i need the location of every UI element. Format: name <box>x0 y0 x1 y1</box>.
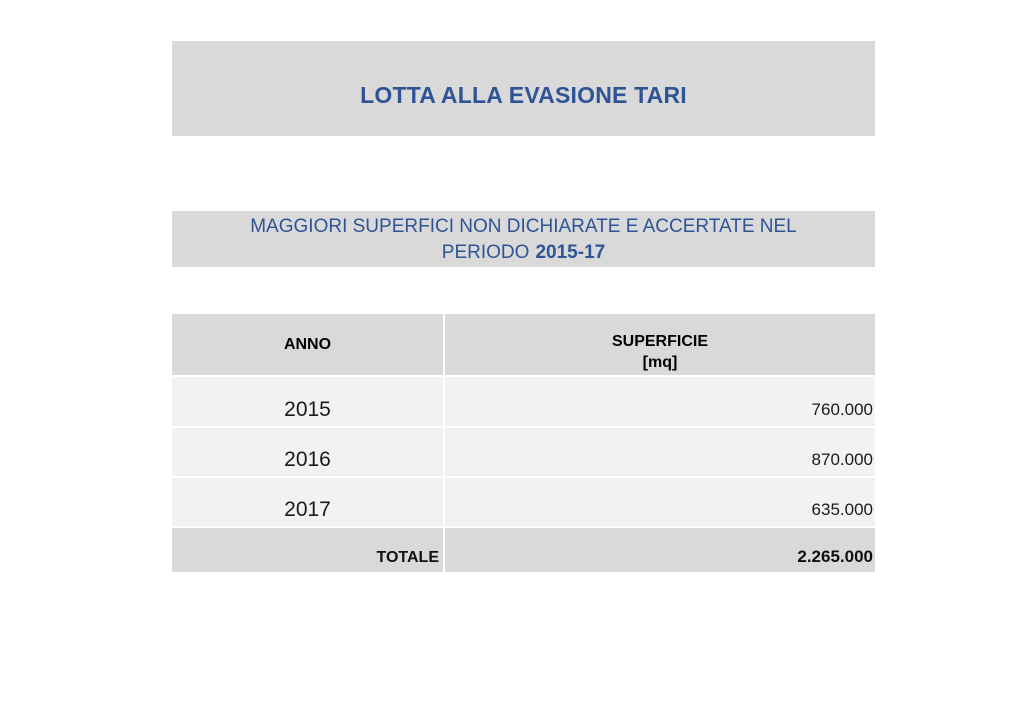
title-banner <box>172 41 875 136</box>
subtitle-period: 2015-17 <box>535 242 606 263</box>
value-cell-2015: 760.000 <box>445 377 875 426</box>
value-cell-2017: 635.000 <box>445 478 875 526</box>
total-value-cell: 2.265.000 <box>445 528 875 572</box>
page-title: LOTTA ALLA EVASIONE TARI <box>360 82 687 108</box>
year-cell-2016: 2016 <box>172 428 443 476</box>
year-cell-2015: 2015 <box>172 377 443 426</box>
total-label-cell: TOTALE <box>172 528 443 572</box>
year-cell-2017: 2017 <box>172 478 443 526</box>
table-header-superficie-line2: [mq] <box>642 354 678 371</box>
table-header-anno: ANNO <box>172 314 443 375</box>
subtitle-banner <box>172 211 875 267</box>
value-cell-2016: 870.000 <box>445 428 875 476</box>
subtitle-line2-prefix: PERIODO <box>441 242 530 263</box>
subtitle-line1: MAGGIORI SUPERFICI NON DICHIARATE E ACCERTATE NEL <box>250 216 797 237</box>
table-header-superficie-line1: SUPERFICIE <box>611 333 708 350</box>
superfici-table <box>172 314 875 572</box>
subtitle-line2 <box>172 240 875 266</box>
table-header-superficie <box>445 314 875 375</box>
